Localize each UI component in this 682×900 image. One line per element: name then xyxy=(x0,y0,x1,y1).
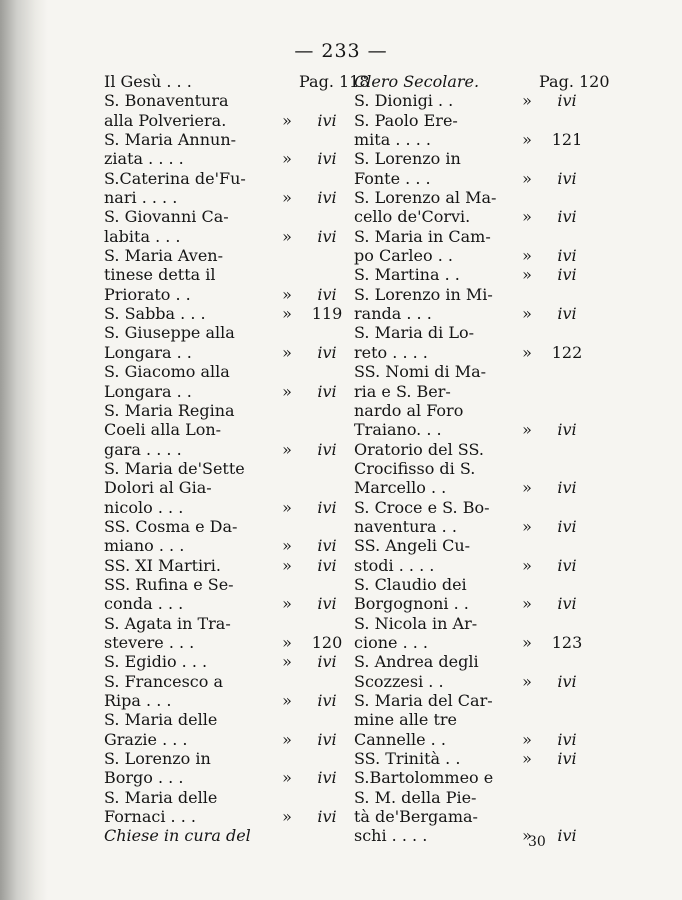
entry-title: S. Lorenzo al Ma- xyxy=(354,188,497,208)
ditto-mark: » xyxy=(282,632,292,652)
entry-title: Dolori al Gia- xyxy=(104,478,212,498)
entry-title: S. Giuseppe alla xyxy=(104,323,235,343)
entry-title: Crocifisso di S. xyxy=(354,458,476,478)
entry-title: S. Agata in Tra- xyxy=(104,613,231,633)
ditto-mark: » xyxy=(282,342,292,362)
ditto-mark: » xyxy=(522,671,532,691)
page-reference: ivi xyxy=(557,168,577,188)
entry-title: S. Nicola in Ar- xyxy=(354,613,478,633)
ditto-mark: » xyxy=(522,594,532,614)
ditto-mark: » xyxy=(522,207,532,227)
entry-title: S. Dionigi . . xyxy=(354,91,454,111)
entry-title: S. Maria de'Sette xyxy=(104,458,245,478)
page-reference: ivi xyxy=(557,207,577,227)
entry-title: reto . . . . xyxy=(354,342,428,362)
entry-title: cione . . . xyxy=(354,632,428,652)
page-reference: ivi xyxy=(317,439,337,459)
ditto-mark: » xyxy=(522,304,532,324)
page-reference: ivi xyxy=(317,149,337,169)
ditto-mark: » xyxy=(522,478,532,498)
entry-title: Chiese in cura del xyxy=(104,826,251,846)
entry-title: miano . . . xyxy=(104,536,185,556)
ditto-mark: » xyxy=(282,652,292,672)
entry-title: conda . . . xyxy=(104,594,184,614)
ditto-mark: » xyxy=(282,226,292,246)
entry-title: SS. Nomi di Ma- xyxy=(354,362,487,382)
page-reference: ivi xyxy=(317,652,337,672)
entry-title: ziata . . . . xyxy=(104,149,184,169)
entry-title: S. Croce e S. Bo- xyxy=(354,497,490,517)
page-reference: ivi xyxy=(557,671,577,691)
entry-title: S. Maria Aven- xyxy=(104,246,223,266)
page-reference: 120 xyxy=(311,632,343,652)
entry-title: Traiano. . . xyxy=(354,420,442,440)
entry-title: randa . . . xyxy=(354,304,432,324)
entry-title: gara . . . . xyxy=(104,439,182,459)
page-reference: ivi xyxy=(557,304,577,324)
entry-title: S. Francesco a xyxy=(104,671,224,691)
ditto-mark: » xyxy=(522,826,532,846)
ditto-mark: » xyxy=(522,632,532,652)
entry-title: nardo al Foro xyxy=(354,400,464,420)
entry-title: nari . . . . xyxy=(104,188,178,208)
entry-title: schi . . . . xyxy=(354,826,428,846)
page-reference: ivi xyxy=(317,555,337,575)
entry-title: Grazie . . . xyxy=(104,729,188,749)
entry-title: labita . . . xyxy=(104,226,181,246)
entry-title: S. Egidio . . . xyxy=(104,652,208,672)
entry-title: S. Lorenzo in xyxy=(104,749,211,769)
ditto-mark: » xyxy=(522,246,532,266)
ditto-mark: » xyxy=(282,691,292,710)
page-reference: ivi xyxy=(317,536,337,556)
ditto-mark: » xyxy=(282,729,292,749)
entry-title: S. Giacomo alla xyxy=(104,362,230,382)
page-reference: ivi xyxy=(557,420,577,440)
ditto-mark: » xyxy=(522,420,532,440)
entry-title: Longara . . xyxy=(104,381,192,401)
ditto-mark: » xyxy=(282,304,292,324)
entry-title: S. Paolo Ere- xyxy=(354,110,458,130)
page-reference: ivi xyxy=(317,497,337,517)
page-reference: ivi xyxy=(317,594,337,614)
entry-title: S. Sabba . . . xyxy=(104,304,206,324)
signature-mark: 30 xyxy=(528,834,546,850)
ditto-mark: » xyxy=(522,130,532,150)
page-reference: 119 xyxy=(311,304,343,324)
page-reference: ivi xyxy=(317,188,337,208)
entry-title: Fornaci . . . xyxy=(104,807,196,827)
page-reference: ivi xyxy=(317,691,337,710)
entry-title: S. Martina . . xyxy=(354,265,460,285)
ditto-mark: » xyxy=(282,381,292,401)
page-reference: ivi xyxy=(557,478,577,498)
page-reference: ivi xyxy=(317,110,337,130)
entry-title: S. Maria delle xyxy=(104,710,218,730)
ditto-mark: » xyxy=(282,188,292,208)
entry-title: Marcello . . xyxy=(354,478,447,498)
ditto-mark: » xyxy=(282,536,292,556)
ditto-mark: » xyxy=(522,729,532,749)
page-reference: ivi xyxy=(557,555,577,575)
page-reference: 121 xyxy=(551,130,583,150)
page-reference: Pag. 118 xyxy=(299,72,370,91)
entry-title: S. Maria Annun- xyxy=(104,130,237,150)
page-reference: ivi xyxy=(317,381,337,401)
entry-title: naventura . . xyxy=(354,516,457,536)
entry-title: po Carleo . . xyxy=(354,246,453,266)
ditto-mark: » xyxy=(522,516,532,536)
entry-title: Il Gesù . . . xyxy=(104,72,192,91)
ditto-mark: » xyxy=(282,555,292,575)
entry-title: stevere . . . xyxy=(104,632,195,652)
ditto-mark: » xyxy=(522,168,532,188)
entry-title: SS. Trinità . . xyxy=(354,749,461,769)
entry-title: alla Polveriera. xyxy=(104,110,227,130)
ditto-mark: » xyxy=(282,284,292,304)
entry-title: mita . . . . xyxy=(354,130,431,150)
entry-title: S. Andrea degli xyxy=(354,652,479,672)
entry-title: tà de'Bergama- xyxy=(354,807,478,827)
entry-title: Coeli alla Lon- xyxy=(104,420,222,440)
entry-title: S. Bonaventura xyxy=(104,91,229,111)
ditto-mark: » xyxy=(282,768,292,788)
entry-title: S. Maria delle xyxy=(104,787,218,807)
entry-title: S. Claudio dei xyxy=(354,574,467,594)
page-reference: ivi xyxy=(557,265,577,285)
entry-title: mine alle tre xyxy=(354,710,458,730)
ditto-mark: » xyxy=(282,149,292,169)
ditto-mark: » xyxy=(282,807,292,827)
page-reference: ivi xyxy=(557,826,577,846)
page-reference: ivi xyxy=(557,749,577,769)
entry-title: Oratorio del SS. xyxy=(354,439,484,459)
entry-title: Scozzesi . . xyxy=(354,671,444,691)
page-reference: ivi xyxy=(317,807,337,827)
page-reference: Pag. 120 xyxy=(539,72,610,91)
page-reference: ivi xyxy=(317,342,337,362)
entry-title: S. Lorenzo in Mi- xyxy=(354,284,493,304)
ditto-mark: » xyxy=(522,91,532,111)
entry-title: tinese detta il xyxy=(104,265,216,285)
page-reference: 122 xyxy=(551,342,583,362)
ditto-mark: » xyxy=(282,110,292,130)
page-reference: 123 xyxy=(551,632,583,652)
ditto-mark: » xyxy=(522,555,532,575)
entry-title: Clero Secolare. xyxy=(354,72,480,91)
entry-title: S.Bartolommeo e xyxy=(354,768,494,788)
entry-title: S. Maria in Cam- xyxy=(354,226,491,246)
entry-title: SS. Cosma e Da- xyxy=(104,516,238,536)
entry-title: S. M. della Pie- xyxy=(354,787,477,807)
page-reference: ivi xyxy=(317,768,337,788)
entry-title: nicolo . . . xyxy=(104,497,184,517)
page-reference: ivi xyxy=(557,246,577,266)
entry-title: cello de'Corvi. xyxy=(354,207,471,227)
entry-title: SS. XI Martiri. xyxy=(104,555,222,575)
entry-title: SS. Rufina e Se- xyxy=(104,574,234,594)
page-reference: ivi xyxy=(557,91,577,111)
entry-title: Cannelle . . xyxy=(354,729,446,749)
entry-title: S. Maria di Lo- xyxy=(354,323,474,343)
entry-title: Borgognoni . . xyxy=(354,594,469,614)
ditto-mark: » xyxy=(522,265,532,285)
ditto-mark: » xyxy=(282,594,292,614)
entry-title: Longara . . xyxy=(104,342,192,362)
entry-title: S. Giovanni Ca- xyxy=(104,207,229,227)
entry-title: Priorato . . xyxy=(104,284,191,304)
page-reference: ivi xyxy=(557,729,577,749)
binding-shadow xyxy=(0,0,48,900)
ditto-mark: » xyxy=(522,342,532,362)
entry-title: S.Caterina de'Fu- xyxy=(104,168,246,188)
page-reference: ivi xyxy=(317,284,337,304)
entry-title: S. Maria Regina xyxy=(104,400,235,420)
page-reference: ivi xyxy=(557,594,577,614)
ditto-mark: » xyxy=(522,749,532,769)
entry-title: Borgo . . . xyxy=(104,768,184,788)
entry-title: SS. Angeli Cu- xyxy=(354,536,471,556)
entry-title: S. Lorenzo in xyxy=(354,149,461,169)
entry-title: stodi . . . . xyxy=(354,555,435,575)
page-number: — 233 — xyxy=(294,40,388,62)
entry-title: Ripa . . . xyxy=(104,691,172,710)
entry-title: Fonte . . . xyxy=(354,168,431,188)
entry-title: ria e S. Ber- xyxy=(354,381,451,401)
entry-title: S. Maria del Car- xyxy=(354,691,493,710)
page-reference: ivi xyxy=(317,729,337,749)
page-reference: ivi xyxy=(317,226,337,246)
page-reference: ivi xyxy=(557,516,577,536)
ditto-mark: » xyxy=(282,439,292,459)
ditto-mark: » xyxy=(282,497,292,517)
